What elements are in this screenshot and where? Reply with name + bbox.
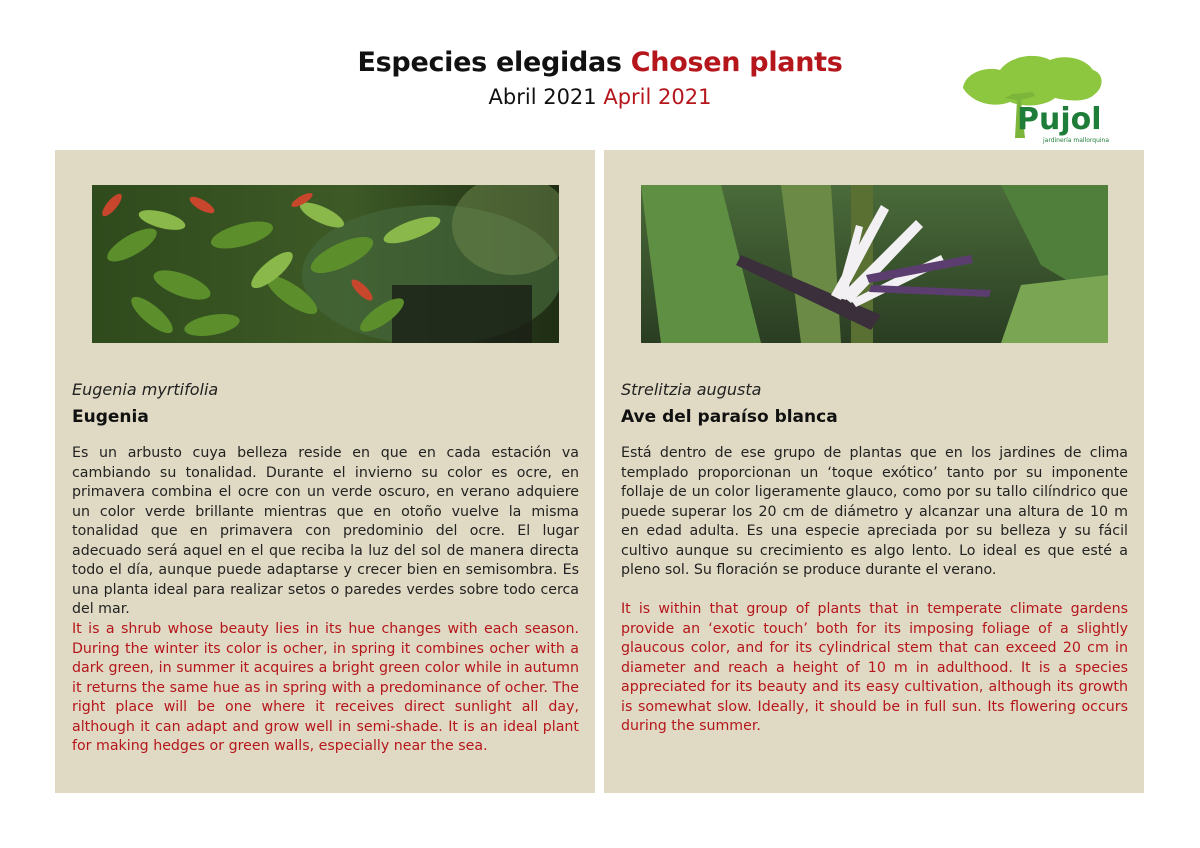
date-english: April 2021 — [603, 85, 712, 109]
description-english: It is a shrub whose beauty lies in its hue changes with each season. During the winter its color is ocher, in spring it combines ocher with a dark green, in summer it acquires a bright green color while in autumn it returns the same hue as in spring with a predominance of ocher. The right place will be one where it receives direct sunlight all day, although it can adapt and grow well in semi-shade. It is an ideal plant for making hedges or green walls, especially near the sea. — [72, 621, 579, 754]
scientific-name: Strelitzia augusta — [621, 380, 762, 399]
title-english: Chosen plants — [630, 47, 843, 78]
date-spanish: Abril 2021 — [488, 85, 597, 109]
description-spanish: Está dentro de ese grupo de plantas que en los jardines de clima templado proporcionan un ‘toque exótico’ tanto por su imponente follaje de un color ligeramente glauco, como por su tallo cilíndrico que puede superar los 20 cm de diámetro y alcanzar una altura de 10 m en edad adulta. Es una especie apreciada por su belleza y su fácil cultivo aunque su crecimiento es algo lento. Lo ideal es que esté a pleno sol. Su floración se produce durante el verano. — [621, 445, 1128, 578]
logo-tagline: jardinería mallorquina — [1043, 137, 1110, 144]
description-english: It is within that group of plants that in temperate climate gardens provide an ‘exotic touch’ both for its imposing foliage of a slightly glaucous color, and for its cylindrical stem that can exceed 20 cm in diameter and reach a height of 10 m in adulthood. It is a species appreciated for its beauty and its easy cultivation, although its growth is somewhat slow. Ideally, it should be in full sun. Its flowering occurs during the summer. — [621, 601, 1128, 734]
common-name: Ave del paraíso blanca — [621, 407, 838, 427]
strelitzia-photo — [641, 185, 1108, 343]
eugenia-photo — [92, 185, 559, 343]
pujol-logo — [955, 48, 1130, 148]
common-name: Eugenia — [72, 407, 149, 427]
scientific-name: Eugenia myrtifolia — [72, 380, 219, 399]
logo-brand: Pujol — [1017, 102, 1102, 137]
plant-card-eugenia — [55, 150, 595, 793]
plant-card-strelitzia — [604, 150, 1144, 793]
title-spanish: Especies elegidas — [357, 47, 622, 78]
description-spanish: Es un arbusto cuya belleza reside en que en cada estación va cambiando su tonalidad. Durante el invierno su color es ocre, en primavera combina el ocre con un verde oscuro, en verano adquiere un color verde brillante mientras que en otoño vuelve la misma tonalidad que en primavera con predominio del ocre. El lugar adecuado será aquel en el que reciba la luz del sol de manera directa todo el día, aunque puede adaptarse y crecer bien en semisombra. Es una planta ideal para realizar setos o paredes verdes sobre todo cerca del mar. — [72, 445, 579, 617]
